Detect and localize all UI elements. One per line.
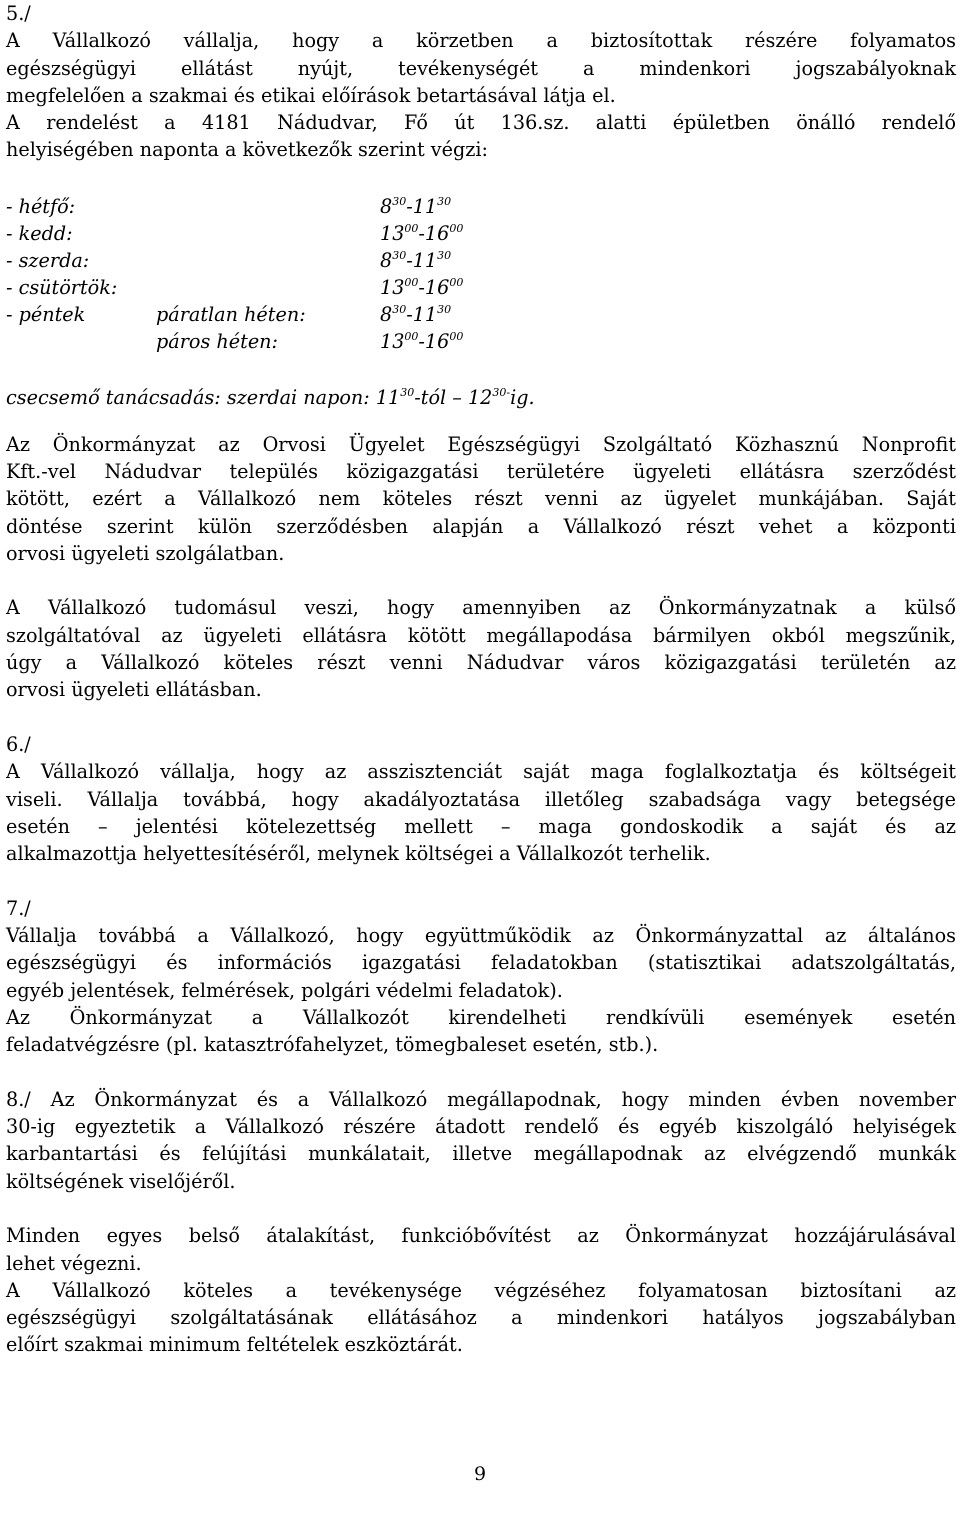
section-5-para3-line: A Vállalkozó tudomásul veszi, hogy amennyiben az Önkormányzatnak a külső — [6, 596, 956, 620]
section-5-line: megfelelően a szakmai és etikai előírások betartásával látja el. — [6, 83, 616, 107]
page-number: 9 — [473, 1463, 487, 1485]
section-6-line: alkalmazottja helyettesítéséről, melynek költségei a Vállalkozót terhelik. — [6, 842, 711, 866]
spacer — [6, 1195, 956, 1222]
section-5-line: helyiségében naponta a következők szerint végzi: — [6, 138, 488, 162]
section-8-para3-line: előírt szakmai minimum feltételek eszköztárát. — [6, 1333, 463, 1357]
section-6-line: viseli. Vállalja továbbá, hogy akadályoztatása illetőleg szabadsága vagy betegsége — [6, 787, 956, 811]
schedule-day: - kedd: — [6, 222, 73, 246]
spacer — [6, 357, 956, 384]
spacer — [6, 415, 956, 431]
schedule-day: - péntek — [6, 303, 86, 327]
spacer — [6, 1059, 956, 1086]
schedule-hours: $8^{30}-11^{30}$ — [380, 249, 452, 273]
spacer — [6, 704, 956, 731]
spacer — [6, 164, 956, 191]
section-6-line: A Vállalkozó vállalja, hogy az asszisztenciát saját maga foglalkoztatja és költségeit — [6, 760, 956, 784]
section-5-para3-line: orvosi ügyeleti ellátásban. — [6, 678, 262, 702]
section-5-para3-line: úgy a Vállalkozó köteles részt venni Nádudvar város közigazgatási területén az — [6, 651, 956, 675]
section-5-para2-line: Az Önkormányzat az Orvosi Ügyelet Egészségügyi Szolgáltató Közhasznú Nonprofit — [6, 432, 956, 456]
office-hours-schedule — [6, 193, 956, 357]
section-5-para2-line: kötött, ezért a Vállalkozó nem köteles részt venni az ügyelet munkájában. Saját — [6, 487, 956, 511]
section-5-heading: 5./ — [6, 2, 31, 25]
section-5-para2-line: Kft.-vel Nádudvar település közigazgatási területére ügyeleti ellátásra szerződést — [6, 459, 956, 483]
section-7-line: feladatvégzésre (pl. katasztrófahelyzet, tömegbaleset esetén, stb.). — [6, 1033, 659, 1057]
infant-consultation-line: csecsemő tanácsadás: szerdai napon: $11^{30}$-tól – $12^{30-}ig$. — [6, 386, 535, 410]
schedule-hours: $13^{00}-16^{00}$ — [380, 330, 464, 354]
schedule-note: páratlan héten: — [156, 303, 306, 327]
section-8-line: 8./ Az Önkormányzat és a Vállalkozó megállapodnak, hogy minden évben november — [6, 1087, 956, 1111]
schedule-hours: $13^{00}-16^{00}$ — [380, 222, 464, 246]
section-5-line: A rendelést a 4181 Nádudvar, Fő út 136.sz. alatti épületben önálló rendelő — [6, 111, 956, 135]
section-8-para3-line: egészségügyi szolgáltatásának ellátásához a mindenkori hatályos jogszabályban — [6, 1306, 956, 1330]
section-8-para3-line: A Vállalkozó köteles a tevékenysége végzéséhez folyamatosan biztosítani az — [6, 1278, 956, 1302]
schedule-note: páros héten: — [156, 330, 278, 354]
spacer — [6, 567, 956, 594]
section-5-para2-line: orvosi ügyeleti szolgálatban. — [6, 541, 285, 565]
section-6-line: esetén – jelentési kötelezettség mellett – maga gondoskodik a saját és az — [6, 814, 956, 838]
section-7-line: Az Önkormányzat a Vállalkozót kirendelheti rendkívüli események esetén — [6, 1005, 956, 1029]
section-7-heading: 7./ — [6, 896, 31, 920]
section-8-line: 30-ig egyeztetik a Vállalkozó részére átadott rendelő és egyéb kiszolgáló helyiségek — [6, 1115, 956, 1139]
section-5-line: egészségügyi ellátást nyújt, tevékenységét a mindenkori jogszabályoknak — [6, 56, 956, 80]
section-6-heading: 6./ — [6, 732, 31, 756]
schedule-day: - csütörtök: — [6, 276, 118, 300]
schedule-day: - szerda: — [6, 249, 90, 273]
section-5-para3-line: szolgáltatóval az ügyeleti ellátásra kötött megállapodása bármilyen okból megszűnik, — [6, 623, 956, 647]
spacer — [6, 867, 956, 894]
section-8-line: karbantartási és felújítási munkálatait, illetve megállapodnak az elvégzendő munkák — [6, 1142, 956, 1166]
schedule-hours: $13^{00}-16^{00}$ — [380, 276, 464, 300]
section-5-para2-line: döntése szerint külön szerződésben alapján a Vállalkozó részt vehet a központi — [6, 514, 956, 538]
schedule-hours: $8^{30}-11^{30}$ — [380, 195, 452, 219]
section-7-line: Vállalja továbbá a Vállalkozó, hogy együttműködik az Önkormányzattal az általános — [6, 924, 956, 948]
schedule-day: - hétfő: — [6, 195, 76, 219]
section-7-line: egyéb jelentések, felmérések, polgári védelmi feladatok). — [6, 978, 563, 1002]
schedule-hours: $8^{30}-11^{30}$ — [380, 303, 452, 327]
section-5-line: A Vállalkozó vállalja, hogy a körzetben a biztosítottak részére folyamatos — [6, 29, 956, 53]
section-7-line: egészségügyi és információs igazgatási feladatokban (statisztikai adatszolgáltatás, — [6, 951, 956, 975]
document-page — [6, 0, 956, 1359]
section-8-line: költségének viselőjéről. — [6, 1169, 236, 1193]
section-8-para2-line: Minden egyes belső átalakítást, funkcióbővítést az Önkormányzat hozzájárulásával — [6, 1224, 956, 1248]
section-8-para2-line: lehet végezni. — [6, 1251, 142, 1275]
